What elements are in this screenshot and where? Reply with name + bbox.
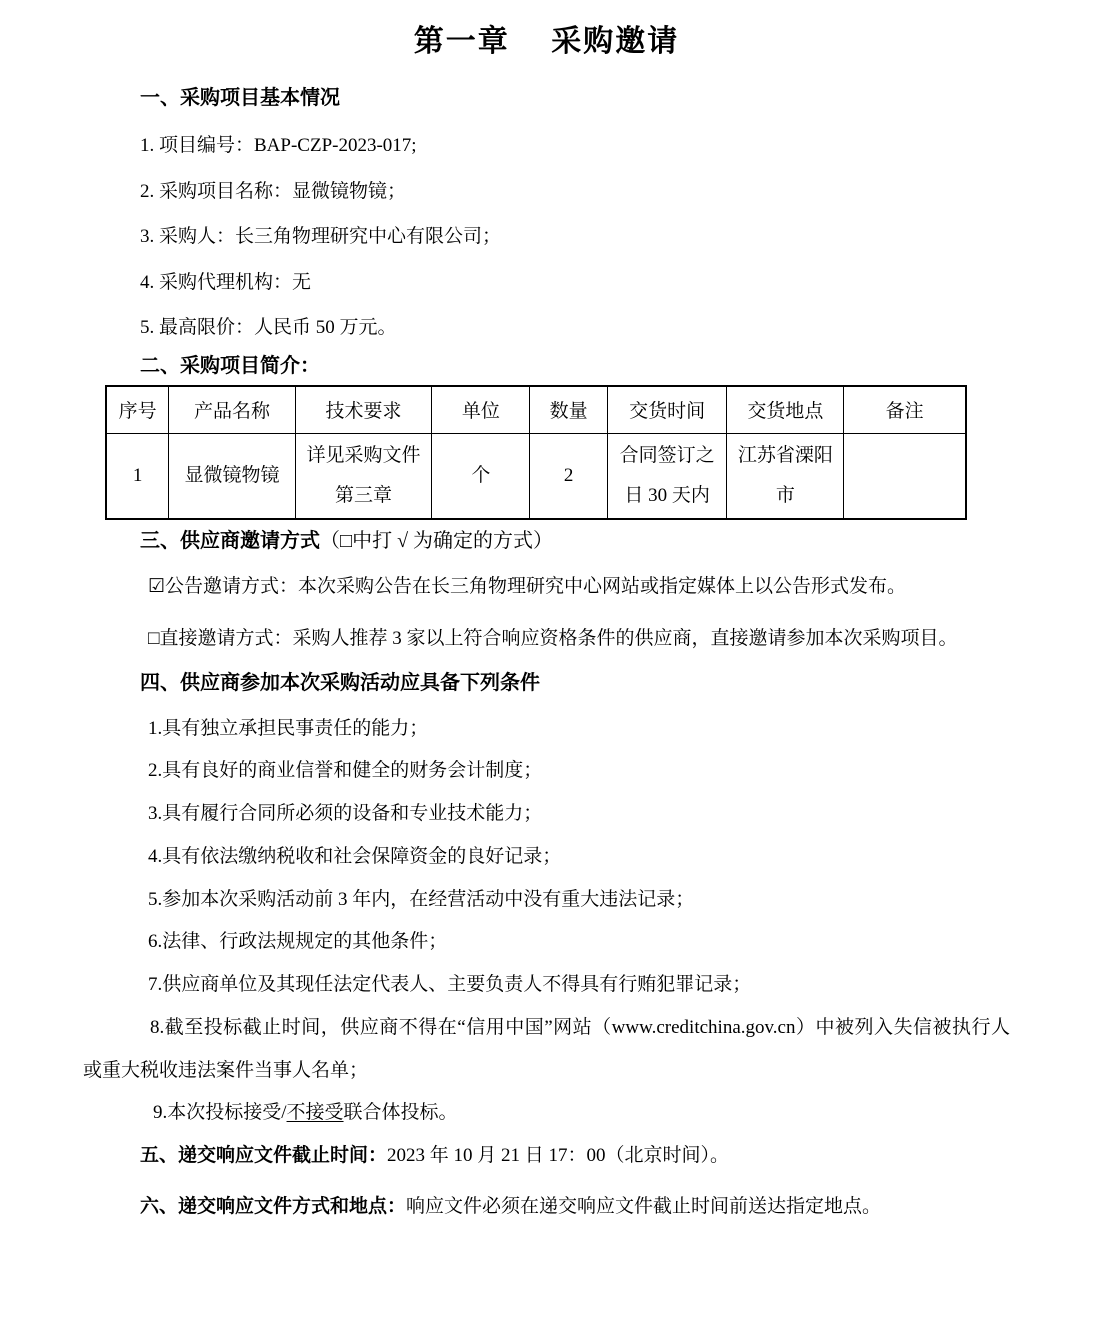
basic-item-price-cap: 5. 最高限价：人民币 50 万元。 [140, 317, 397, 339]
condition-item-5: 5.参加本次采购活动前 3 年内，在经营活动中没有重大违法记录； [148, 888, 695, 910]
cell-seq: 1 [106, 433, 169, 519]
condition-item-7: 7.供应商单位及其现任法定代表人、主要负责人不得具有行贿犯罪记录； [148, 974, 752, 996]
column-header-delivery-place: 交货地点 [727, 386, 844, 434]
cell-qty: 2 [530, 433, 607, 519]
invitation-heading-bold: 三、供应商邀请方式 [140, 529, 320, 552]
column-header-remark: 备注 [844, 386, 966, 434]
column-header-tech: 技术要求 [295, 386, 432, 434]
cell-remark [844, 433, 966, 519]
condition-item-1: 1.具有独立承担民事责任的能力； [148, 717, 429, 739]
condition-item-4: 4.具有依法缴纳税收和社会保障资金的良好记录； [148, 845, 562, 867]
invitation-heading-note: （□中打 √ 为确定的方式） [320, 529, 554, 552]
cell-unit: 个 [432, 433, 530, 519]
section-conditions-heading: 四、供应商参加本次采购活动应具备下列条件 [140, 671, 540, 694]
basic-item-purchaser: 3. 采购人：长三角物理研究中心有限公司； [140, 226, 502, 248]
section-delivery [140, 1186, 1010, 1229]
deadline-text: 2023 年 10 月 21 日 17：00（北京时间）。 [387, 1145, 730, 1167]
delivery-heading: 六、递交响应文件方式和地点： [140, 1195, 407, 1217]
delivery-text: 响应文件必须在递交响应文件截止时间前送达指定地点。 [406, 1195, 882, 1217]
section-deadline [140, 1135, 1010, 1178]
column-header-qty: 数量 [530, 386, 607, 434]
column-header-delivery-time: 交货时间 [607, 386, 727, 434]
basic-item-project-name: 2. 采购项目名称：显微镜物镜； [140, 180, 407, 202]
cell-tech: 详见采购文件第三章 [295, 433, 432, 519]
condition-item-9-underlined: 不接受 [286, 1102, 344, 1124]
cell-product: 显微镜物镜 [169, 433, 295, 519]
basic-item-agency: 4. 采购代理机构：无 [140, 271, 312, 293]
condition-item-2: 2.具有良好的商业信誉和健全的财务会计制度； [148, 760, 543, 782]
condition-item-9-suffix: 联合体投标。 [343, 1102, 458, 1124]
column-header-seq: 序号 [106, 386, 169, 434]
condition-item-9 [153, 1092, 1010, 1135]
table-row [106, 433, 966, 519]
option-direct-text: 直接邀请方式：采购人推荐 3 家以上符合响应资格条件的供应商，直接邀请参加本次采购项目。 [159, 627, 958, 649]
condition-item-6: 6.法律、行政法规规定的其他条件； [148, 931, 448, 953]
basic-item-project-number: 1. 项目编号：BAP-CZP-2023-017; [140, 135, 417, 156]
section-invitation-heading [140, 528, 1010, 554]
condition-item-8: 8.截至投标截止时间，供应商不得在“信用中国”网站（www.creditchina.gov.cn）中被列入失信被执行人或重大税收违法案件当事人名单； [83, 1016, 1010, 1081]
table-header-row [106, 386, 966, 434]
procurement-items-table [105, 385, 967, 520]
option-announcement [83, 566, 1010, 608]
deadline-heading: 五、递交响应文件截止时间： [140, 1145, 388, 1167]
column-header-unit: 单位 [432, 386, 530, 434]
section-basic-heading: 一、采购项目基本情况 [140, 87, 340, 109]
checked-checkbox-icon: ☑ [148, 575, 166, 597]
condition-item-9-prefix: 9.本次投标接受/ [153, 1102, 287, 1124]
column-header-product: 产品名称 [169, 386, 295, 434]
unchecked-checkbox-icon: □ [148, 627, 160, 649]
chapter-title: 第一章 采购邀请 [413, 25, 680, 58]
condition-item-3: 3.具有履行合同所必须的设备和专业技术能力； [148, 803, 543, 825]
option-direct [83, 618, 1010, 660]
option-announcement-text: 公告邀请方式：本次采购公告在长三角物理研究中心网站或指定媒体上以公告形式发布。 [165, 575, 907, 597]
section-intro-heading: 二、采购项目简介： [140, 354, 320, 377]
cell-delivery-time: 合同签订之日 30 天内 [607, 433, 727, 519]
cell-delivery-place: 江苏省溧阳市 [727, 433, 844, 519]
